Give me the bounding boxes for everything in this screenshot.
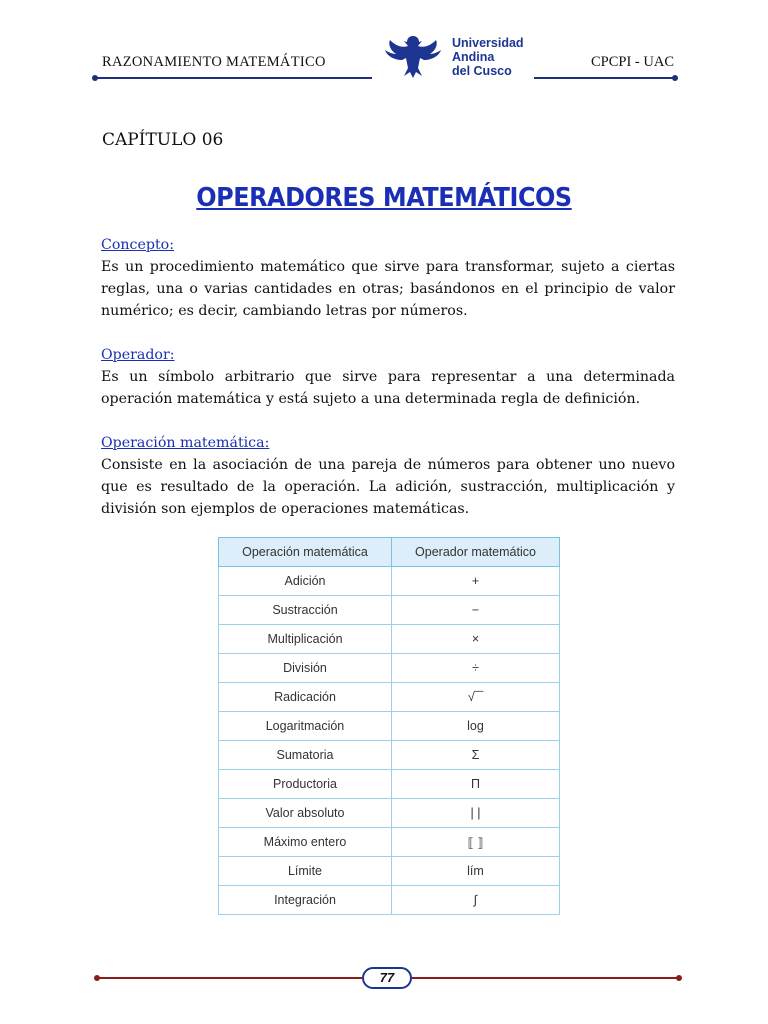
table-row bbox=[219, 712, 560, 741]
operation-name: División bbox=[219, 654, 392, 683]
table-header-cell: Operador matemático bbox=[392, 538, 560, 567]
table-row bbox=[219, 770, 560, 799]
operation-name: Sustracción bbox=[219, 596, 392, 625]
operator-symbol: + bbox=[392, 567, 560, 596]
operator-symbol: ⟦ ⟧ bbox=[392, 828, 560, 857]
operation-name: Logaritmación bbox=[219, 712, 392, 741]
page-number: 77 bbox=[362, 967, 412, 989]
logo-line: del Cusco bbox=[452, 64, 512, 78]
section-operacion bbox=[101, 432, 675, 520]
logo-text bbox=[452, 36, 524, 78]
operation-name: Productoria bbox=[219, 770, 392, 799]
header-rule-dot bbox=[672, 75, 678, 81]
operator-symbol: √‾‾ bbox=[392, 683, 560, 712]
header-rule-left bbox=[94, 77, 372, 79]
table-row bbox=[219, 683, 560, 712]
section-heading: Operación matemática: bbox=[101, 435, 270, 451]
table-header-cell: Operación matemática bbox=[219, 538, 392, 567]
footer-rule-right bbox=[412, 977, 678, 979]
table-row bbox=[219, 567, 560, 596]
operation-name: Adición bbox=[219, 567, 392, 596]
table-row bbox=[219, 799, 560, 828]
section-operador bbox=[101, 344, 675, 410]
header-right-text: CPCPI - UAC bbox=[591, 54, 674, 70]
operator-symbol: Σ bbox=[392, 741, 560, 770]
operator-symbol: − bbox=[392, 596, 560, 625]
table-row bbox=[219, 625, 560, 654]
footer-rule-left bbox=[96, 977, 362, 979]
operation-name: Límite bbox=[219, 857, 392, 886]
operation-name: Multiplicación bbox=[219, 625, 392, 654]
section-concepto bbox=[101, 234, 675, 322]
table-row bbox=[219, 596, 560, 625]
chapter-label: CAPÍTULO 06 bbox=[102, 130, 224, 150]
table-row bbox=[219, 857, 560, 886]
section-body: Consiste en la asociación de una pareja de números para obtener uno nuevo que es resultado de la operación. La adición, sustracción, multiplicación y división son ejemplos de operaciones matemáticas. bbox=[101, 457, 675, 517]
section-heading: Operador: bbox=[101, 347, 175, 363]
section-body: Es un procedimiento matemático que sirve para transformar, sujeto a ciertas reglas, una o varias cantidades en otras; basándonos en el principio de valor numérico; es decir, cambiando letras por números. bbox=[101, 259, 675, 319]
operators-table bbox=[218, 537, 560, 915]
operation-name: Valor absoluto bbox=[219, 799, 392, 828]
operation-name: Sumatoria bbox=[219, 741, 392, 770]
operator-symbol: ÷ bbox=[392, 654, 560, 683]
operation-name: Radicación bbox=[219, 683, 392, 712]
table-header-row bbox=[219, 538, 560, 567]
operator-symbol: ∫ bbox=[392, 886, 560, 915]
logo-line: Andina bbox=[452, 50, 495, 64]
table-row bbox=[219, 886, 560, 915]
page-title: OPERADORES MATEMÁTICOS bbox=[196, 183, 572, 213]
table-row bbox=[219, 741, 560, 770]
section-body: Es un símbolo arbitrario que sirve para representar a una determinada operación matemática y está sujeto a una determinada regla de definición. bbox=[101, 369, 675, 407]
table-row bbox=[219, 828, 560, 857]
operator-symbol: | | bbox=[392, 799, 560, 828]
operation-name: Máximo entero bbox=[219, 828, 392, 857]
header-rule-right bbox=[534, 77, 676, 79]
operator-symbol: Π bbox=[392, 770, 560, 799]
header-left-text: RAZONAMIENTO MATEMÁTICO bbox=[102, 54, 326, 70]
footer-rule-dot bbox=[676, 975, 682, 981]
logo-line: Universidad bbox=[452, 36, 524, 50]
table-row bbox=[219, 654, 560, 683]
operator-symbol: lím bbox=[392, 857, 560, 886]
operation-name: Integración bbox=[219, 886, 392, 915]
section-heading: Concepto: bbox=[101, 237, 174, 253]
operator-symbol: × bbox=[392, 625, 560, 654]
university-logo bbox=[382, 28, 444, 80]
operator-symbol: log bbox=[392, 712, 560, 741]
